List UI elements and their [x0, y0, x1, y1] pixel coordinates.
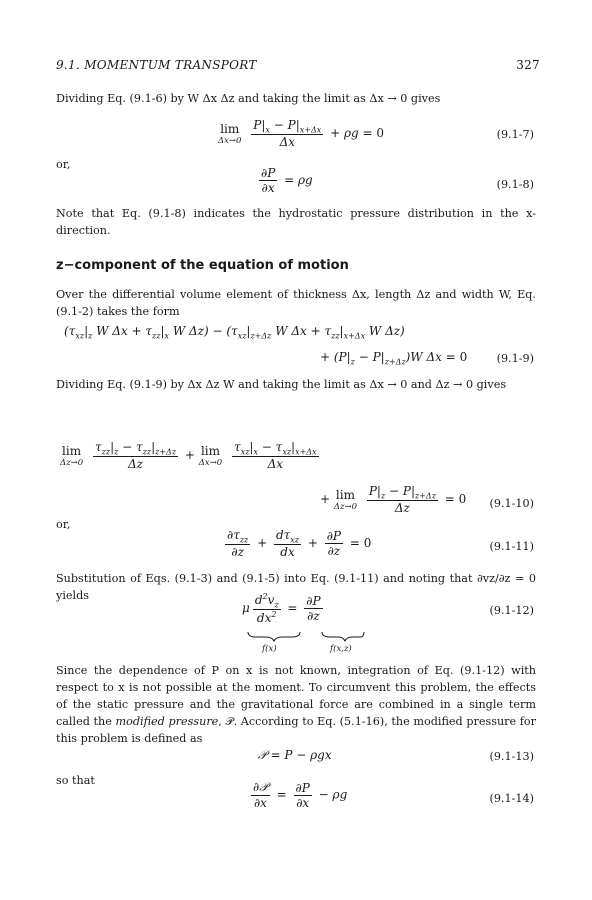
- so-that-label: so that: [56, 774, 95, 787]
- equation-number-11: (9.1-11): [489, 540, 534, 553]
- paragraph-2: Note that Eq. (9.1-8) indicates the hydrostatic pressure distribution in the x- direction.: [56, 207, 536, 237]
- equation-9-1-12: μ $\frac{d^2v_z}{dx^2}$ = $\frac{\partial P}{\partial z}$: [242, 592, 321, 626]
- equation-9-1-14: $\frac{\text{∂𝒫}}{\partial x}$ = $\frac{\partial P}{\partial x}$ − ρg: [253, 780, 348, 810]
- equation-9-1-7: lim Δx→0 $\frac{P|_x - P|_{x+\Delta x}}{\Delta x}$ + ρg = 0: [218, 118, 385, 150]
- paragraph-6: [56, 662, 536, 747]
- equation-9-1-9-line1: ($\tau_{xz}|_z$ W $\Delta x + \tau_{zz}|_x$ W $\Delta z) - (\tau_{xz}|_{z+\Delta z}$ W $\Delta x + \tau_{zz}|_{x+\Delta x}$ W Δz): [64, 324, 405, 341]
- equation-9-1-13: 𝒫 = P − ρgx: [258, 748, 332, 762]
- paragraph-5: Substitution of Eqs. (9.1-3) and (9.1-5) into Eq. (9.1-11) and noting that ∂vz/∂z = 0 yields: [56, 572, 536, 602]
- equation-number-14: (9.1-14): [489, 792, 534, 805]
- equation-number-8: (9.1-8): [496, 178, 534, 191]
- paragraph-3: Over the differential volume element of thickness Δx, length Δz and width W, Eq. (9.1-2) takes the form: [56, 288, 536, 318]
- label-f-of-x: f(x): [262, 644, 277, 654]
- running-header: 9.1. MOMENTUM TRANSPORT: [56, 58, 257, 72]
- equation-number-7: (9.1-7): [496, 128, 534, 141]
- equation-9-1-10-line1: lim Δz→0 $\frac{\tau_{zz}|_z - \tau_{zz}|_{z+\Delta z}}{\Delta z}$ + lim Δx→0 $\frac{\tau_{xz}|_x - \tau_{xz}|_{x+\Delta x}}{\Delta x}$: [60, 440, 317, 472]
- label-f-of-x-z: f(x,z): [330, 644, 352, 654]
- page-number: 327: [516, 58, 540, 72]
- equation-9-1-10-line2: + lim Δz→0 $\frac{P|_z - P|_{z+\Delta z}}{\Delta z}$ = 0: [320, 484, 467, 516]
- paragraph-4: Dividing Eq. (9.1-9) by Δx Δz W and taking the limit as Δx → 0 and Δz → 0 gives: [56, 378, 507, 391]
- section-heading: z−component of the equation of motion: [56, 258, 349, 273]
- equation-9-1-9-line2: + $(P|_z - P|_{z+\Delta z})W$ Δx = 0: [320, 350, 468, 367]
- equation-9-1-11: $\frac{\partial\tau_{zz}}{\partial z}$ + $\frac{d\tau_{xz}}{dx}$ + $\frac{\partial P}{\partial z}$ = 0: [227, 528, 372, 560]
- modified-pressure-term: modified pressure: [115, 715, 219, 728]
- paragraph-1: Dividing Eq. (9.1-6) by W Δx Δz and taking the limit as Δx → 0 gives: [56, 92, 441, 105]
- or-label-1: or,: [56, 158, 71, 171]
- equation-number-13: (9.1-13): [489, 750, 534, 763]
- equation-9-1-8: $\frac{\partial P}{\partial x}$ = ρg: [261, 166, 313, 195]
- or-label-2: or,: [56, 518, 71, 531]
- equation-number-12: (9.1-12): [489, 604, 534, 617]
- paragraph-6-part-b: , 𝒫. According to Eq. (5.1-16), the modified pressure for this problem is defined as: [56, 715, 537, 745]
- equation-number-9: (9.1-9): [496, 352, 534, 365]
- paragraph-6-part-a: Since the dependence of P on x is not known, integration of Eq. (9.1-12) with respect to x is not possible at the moment. To circumvent this problem, the effects of the static pressure and the gravitational force are combined in a single term called the: [56, 664, 536, 728]
- equation-number-10: (9.1-10): [489, 497, 534, 510]
- underbrace-marks: [246, 630, 366, 642]
